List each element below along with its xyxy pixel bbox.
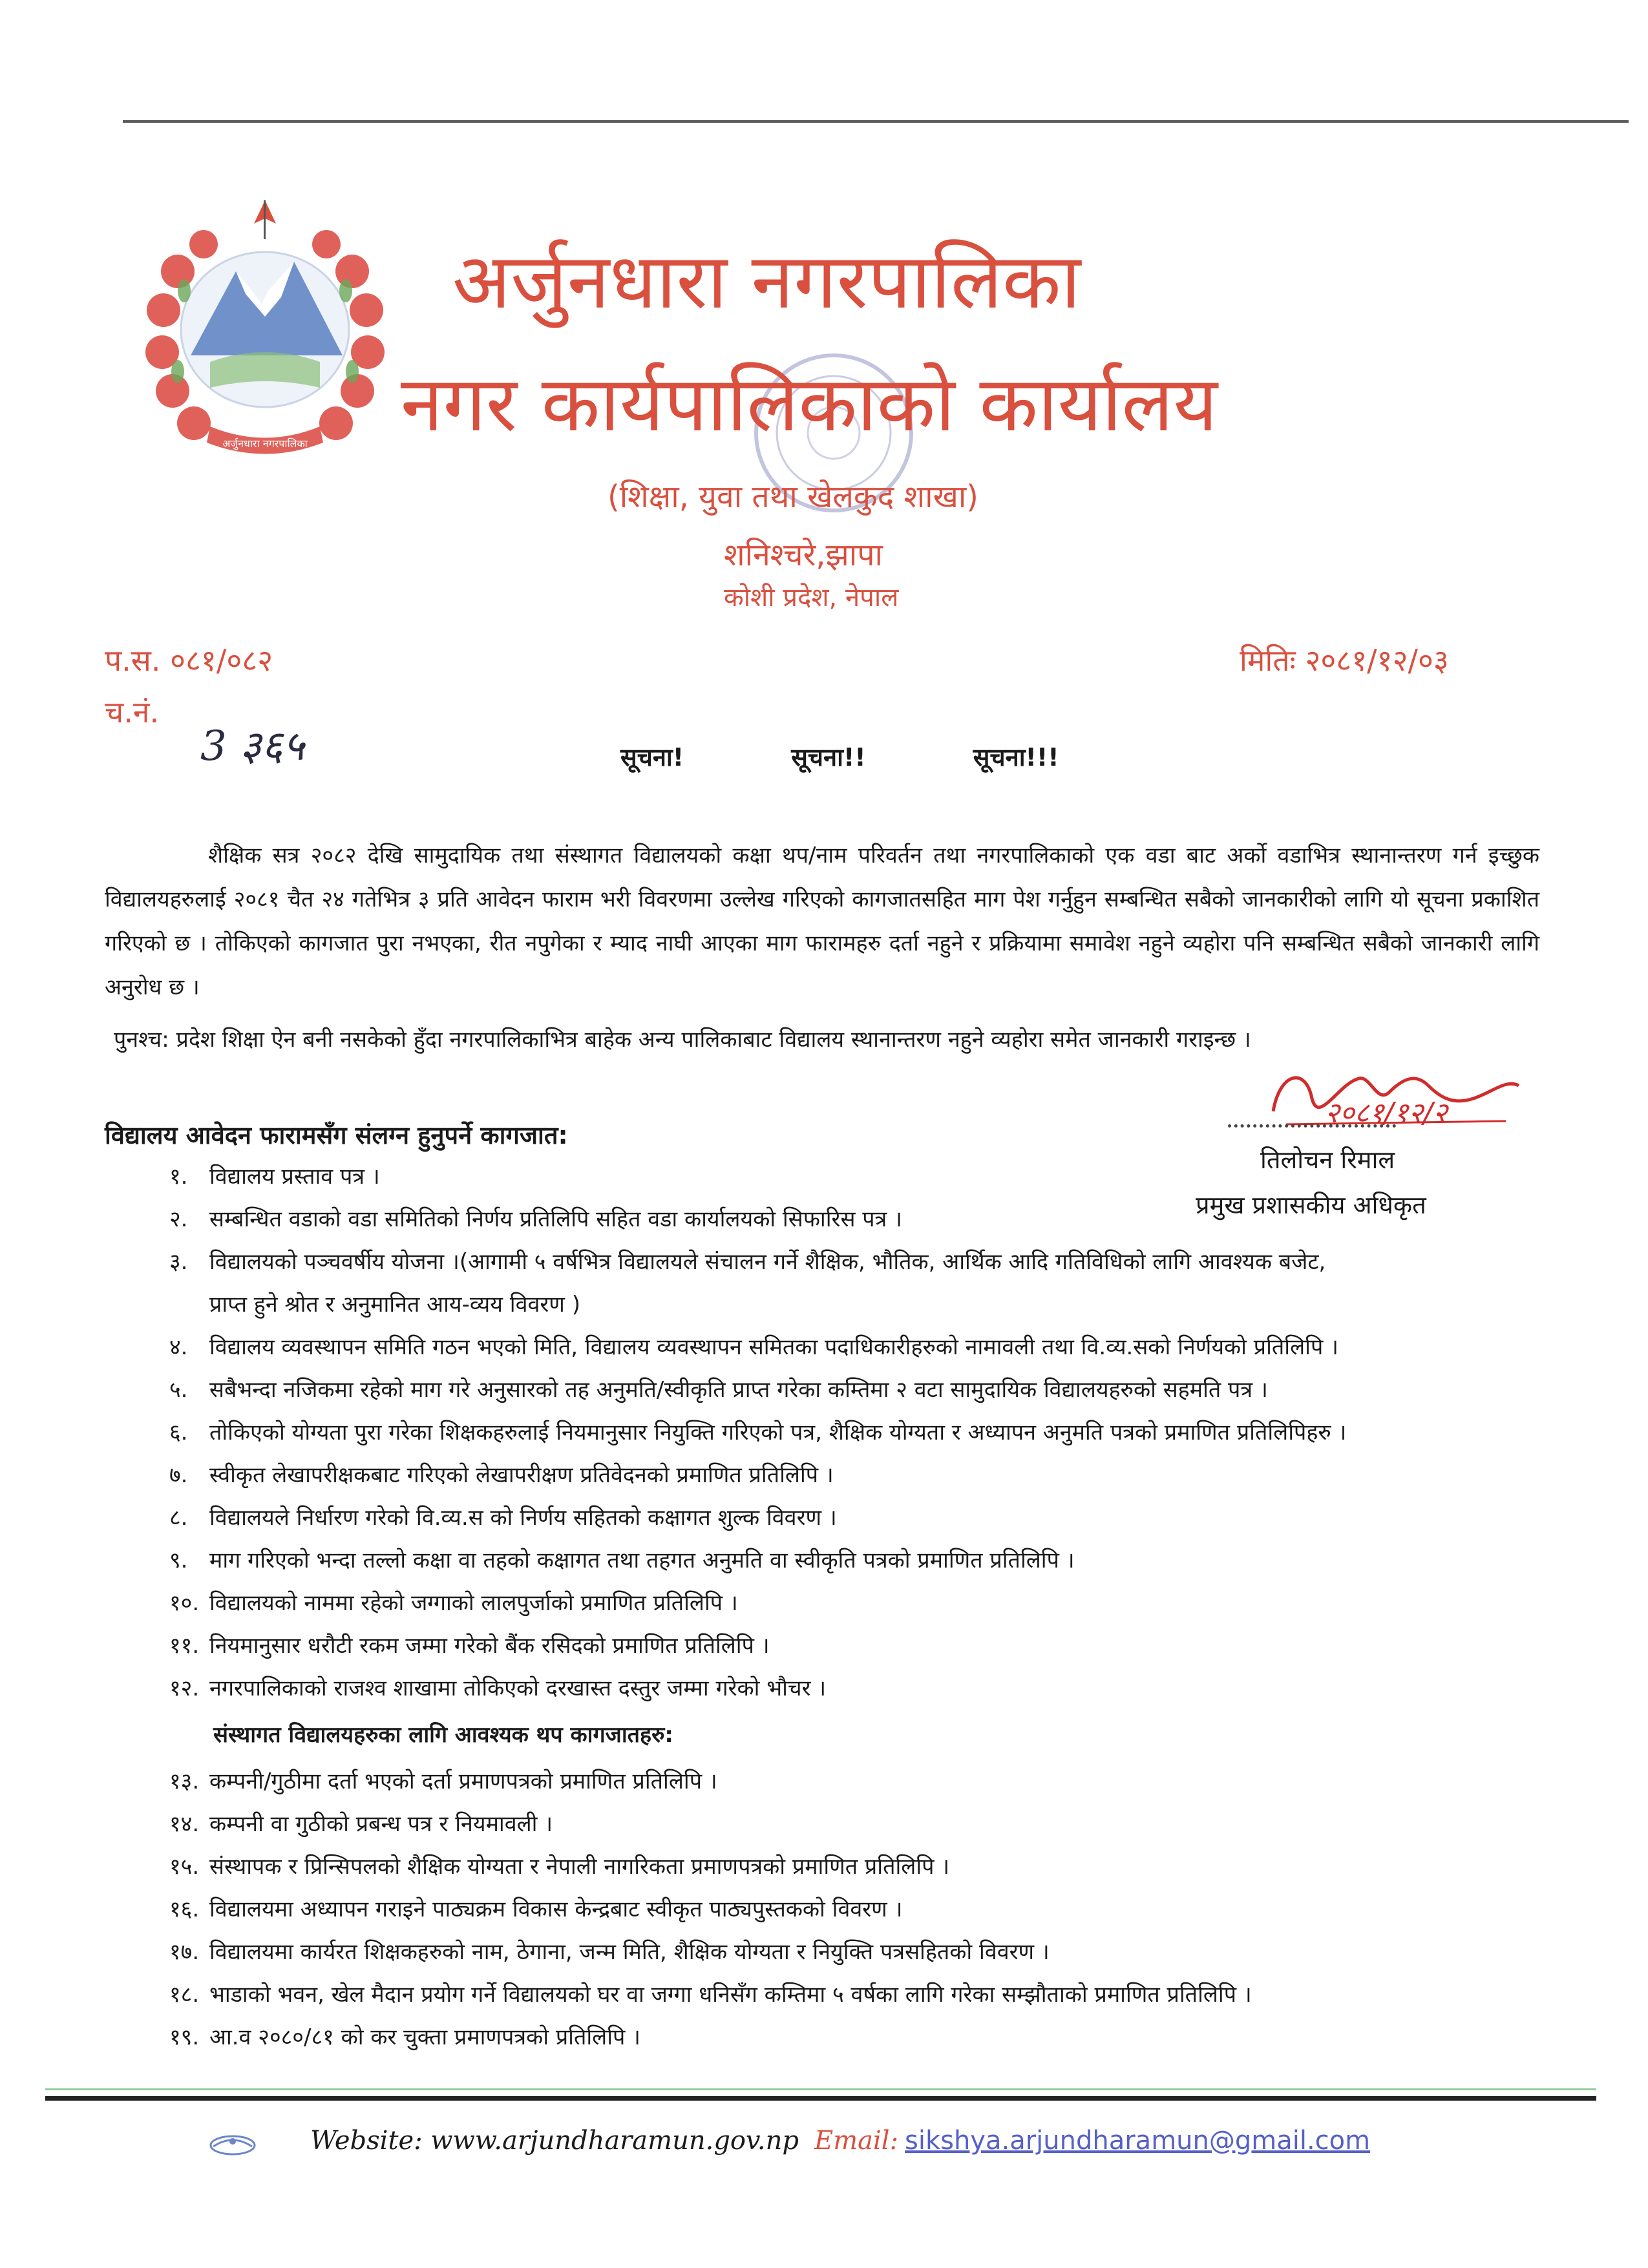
list-item-text: संस्थापक र प्रिन्सिपलको शैक्षिक योग्यता र नेपाली नागरिकता प्रमाणपत्रको प्रमाणित प्रतिलिपि । xyxy=(209,1854,950,1880)
list-item xyxy=(169,1155,1591,1198)
footer-rule-green xyxy=(45,2088,1596,2090)
list-item-text: कम्पनी वा गुठीको प्रबन्ध पत्र र नियमावली । xyxy=(209,1811,553,1837)
signature-date-handwritten: २०८१/१२/२ xyxy=(1325,1097,1448,1129)
office-location: शनिश्चरे,झापा xyxy=(724,537,883,573)
list-item xyxy=(169,1803,1591,1845)
list-item-number: ११. xyxy=(169,1633,200,1659)
list-item-text: आ.व २०८०/८१ को कर चुक्ता प्रमाणपत्रको प्रतिलिपि । xyxy=(209,2024,641,2050)
nepal-emblem-icon xyxy=(132,194,397,472)
list-item-text: तोकिएको योग्यता पुरा गरेका शिक्षकहरुलाई नियमानुसार नियुक्ति गरिएको पत्र, शैक्षिक योग्यता र अध्यापन अनुमति पत्रको प्रमाणित प्रतिलिपिहरु । xyxy=(209,1420,1347,1445)
list-item-text: नियमानुसार धरौटी रकम जम्मा गरेको बैंक रसिदको प्रमाणित प्रतिलिपि । xyxy=(209,1633,770,1659)
institutional-heading: संस्थागत विद्यालयहरुका लागि आवश्यक थप कागजातहरु: xyxy=(213,1722,674,1748)
notice-heading: सूचना! सूचना!! सूचना!!! xyxy=(620,743,1059,772)
list-item xyxy=(169,1369,1591,1411)
list-item-number: १३. xyxy=(169,1769,200,1794)
list-item xyxy=(169,1667,1591,1710)
list-item-text: विद्यालय प्रस्ताव पत्र । xyxy=(209,1164,380,1190)
institutional-list xyxy=(169,1760,1591,2059)
signature-line xyxy=(1228,1124,1396,1128)
notice-body: शैक्षिक सत्र २०८२ देखि सामुदायिक तथा संस्थागत विद्यालयको कक्षा थप/नाम परिवर्तन तथा नगरपालिकाको एक वडा बाट अर्को वडाभित्र स्थानान्तरण गर्न इच्छुक विद्यालयहरुलाई २०८१ चैत २४ गतेभित्र ३ प्रति आवेदन फाराम भरी विवरणमा उल्लेख गरिएको कागजातसहित माग पेश गर्नुहुन सम्बन्धित सबैको जानकारीको लागि यो सूचना प्रकाशित गरिएको छ । तोकिएको कागजात पुरा नभएका, रीत नपुगेका र म्याद नाघी आएका माग फारामहरु दर्ता नहुने र प्रक्रियामा समावेश नहुने व्यहोरा पनि सम्बन्धित सबैको जानकारी लागि अनुरोध छ । xyxy=(105,843,1539,1000)
list-item-text: माग गरिएको भन्दा तल्लो कक्षा वा तहको कक्षागत तथा तहगत अनुमति वा स्वीकृति पत्रको प्रमाणित प्रतिलिपि । xyxy=(209,1548,1075,1573)
list-item-text: सम्बन्धित वडाको वडा समितिको निर्णय प्रतिलिपि सहित वडा कार्यालयको सिफारिस पत्र । xyxy=(209,1206,903,1232)
footer-email-link[interactable]: sikshya.arjundharamun@gmail.com xyxy=(905,2126,1371,2156)
list-item-number: १४. xyxy=(169,1811,200,1837)
list-item xyxy=(169,1411,1591,1454)
footer-logo-icon xyxy=(207,2127,259,2159)
list-item-text: विद्यालयमा अध्यापन गराइने पाठ्यक्रम विकास केन्द्रबाट स्वीकृत पाठ्यपुस्तकको विवरण । xyxy=(209,1896,903,1922)
list-item xyxy=(169,1931,1591,1973)
list-item-number: ५. xyxy=(169,1377,188,1403)
branch-name: (शिक्षा, युवा तथा खेलकुद शाखा) xyxy=(607,479,979,515)
list-item-number: १२. xyxy=(169,1675,200,1701)
list-item-number: १५. xyxy=(169,1854,200,1880)
office-name: नगर कार्यपालिकाको कार्यालय xyxy=(401,359,1218,448)
list-item-number: ६. xyxy=(169,1420,188,1445)
list-item-text: सबैभन्दा नजिकमा रहेको माग गरे अनुसारको तह अनुमति/स्वीकृति प्राप्त गरेका कम्तिमा २ वटा सामुदायिक विद्यालयहरुको सहमति पत्र । xyxy=(209,1377,1268,1403)
signatory-name: तिलोचन रिमाल xyxy=(1260,1146,1395,1174)
list-item-number: २. xyxy=(169,1206,188,1232)
footer-email-label: Email: xyxy=(814,2126,899,2156)
footer-rule xyxy=(45,2096,1596,2101)
list-item-text: विद्यालयमा कार्यरत शिक्षकहरुको नाम, ठेगाना, जन्म मिति, शैक्षिक योग्यता र नियुक्ति पत्रसहितको विवरण । xyxy=(209,1939,1050,1965)
list-item-number: १८. xyxy=(169,1982,200,2008)
list-item-number: ४. xyxy=(169,1334,188,1360)
list-item xyxy=(169,1539,1591,1582)
list-item-number: १९. xyxy=(169,2024,200,2050)
fiscal-year-ref: प.स. ०८१/०८२ xyxy=(105,643,273,678)
notice-postscript: पुनश्च: प्रदेश शिक्षा ऐन बनी नसकेको हुँदा नगरपालिकाभित्र बाहेक अन्य पालिकाबाट विद्यालय स्थानान्तरण नहुने व्यहोरा समेत जानकारी गराइन्छ । xyxy=(114,1027,1251,1053)
list-item xyxy=(169,1582,1591,1624)
list-item-number: ९. xyxy=(169,1548,188,1573)
list-item xyxy=(169,1888,1591,1931)
list-item-text: भाडाको भवन, खेल मैदान प्रयोग गर्ने विद्यालयको घर वा जग्गा धनिसँग कम्तिमा ५ वर्षका लागि गरेका सम्झौताको प्रमाणित प्रतिलिपि । xyxy=(209,1982,1252,2008)
footer-website: Website: www.arjundharamun.gov.np xyxy=(310,2126,799,2156)
list-item xyxy=(169,1241,1591,1283)
list-item-text: विद्यालय व्यवस्थापन समिति गठन भएको मिति, विद्यालय व्यवस्थापन समितका पदाधिकारीहरुको नामावली तथा वि.व्य.सको निर्णयको प्रतिलिपि । xyxy=(209,1334,1338,1360)
attachments-heading: विद्यालय आवेदन फारामसँग संलग्न हुनुपर्ने कागजात: xyxy=(105,1121,568,1150)
list-item-number: ३. xyxy=(169,1249,188,1275)
attachments-list xyxy=(169,1155,1591,1710)
list-item-number: १. xyxy=(169,1164,188,1190)
list-item-number: १०. xyxy=(169,1590,200,1616)
list-item xyxy=(169,2016,1591,2059)
dispatch-number-handwritten: 3 ३६५ xyxy=(200,722,304,770)
list-item xyxy=(169,1454,1591,1496)
document-date: मितिः २०८१/१२/०३ xyxy=(1240,643,1449,678)
list-item xyxy=(169,1624,1591,1667)
list-item-number: ८. xyxy=(169,1505,188,1531)
list-item-number: ७. xyxy=(169,1462,188,1488)
list-item-number: १६. xyxy=(169,1896,200,1922)
list-item-text: विद्यालयको नाममा रहेको जग्गाको लालपुर्जाको प्रमाणित प्रतिलिपि । xyxy=(209,1590,738,1616)
province-country: कोशी प्रदेश, नेपाल xyxy=(724,583,899,613)
org-name: अर्जुनधारा नगरपालिका xyxy=(452,236,1081,326)
list-item xyxy=(169,1760,1591,1803)
dispatch-label: च.नं. xyxy=(105,695,159,730)
list-item xyxy=(169,1973,1591,2016)
list-item-number: १७. xyxy=(169,1939,200,1965)
signatory-designation: प्रमुख प्रशासकीय अधिकृत xyxy=(1196,1191,1426,1219)
list-item-text: प्राप्त हुने श्रोत र अनुमानित आय-व्यय विवरण ) xyxy=(209,1292,580,1318)
list-item xyxy=(169,1198,1591,1241)
list-item-text: विद्यालयले निर्धारण गरेको वि.व्य.स को निर्णय सहितको कक्षागत शुल्क विवरण । xyxy=(209,1505,837,1531)
list-item-text: कम्पनी/गुठीमा दर्ता भएको दर्ता प्रमाणपत्रको प्रमाणित प्रतिलिपि । xyxy=(209,1769,717,1794)
list-item xyxy=(169,1326,1591,1369)
list-item-continuation xyxy=(169,1283,1591,1326)
list-item xyxy=(169,1845,1591,1888)
emblem-ribbon-text: अर्जुनधारा नगरपालिका xyxy=(222,437,308,450)
top-rule xyxy=(123,120,1629,123)
list-item-text: नगरपालिकाको राजश्व शाखामा तोकिएको दरखास्त दस्तुर जम्मा गरेको भौचर । xyxy=(209,1675,827,1701)
list-item-text: स्वीकृत लेखापरीक्षकबाट गरिएको लेखापरीक्षण प्रतिवेदनको प्रमाणित प्रतिलिपि । xyxy=(209,1462,834,1488)
list-item-text: विद्यालयको पञ्चवर्षीय योजना ।(आगामी ५ वर्षभित्र विद्यालयले संचालन गर्ने शैक्षिक, भौतिक, आर्थिक आदि गतिविधिको लागि आवश्यक बजेट, xyxy=(209,1249,1326,1275)
list-item xyxy=(169,1496,1591,1539)
